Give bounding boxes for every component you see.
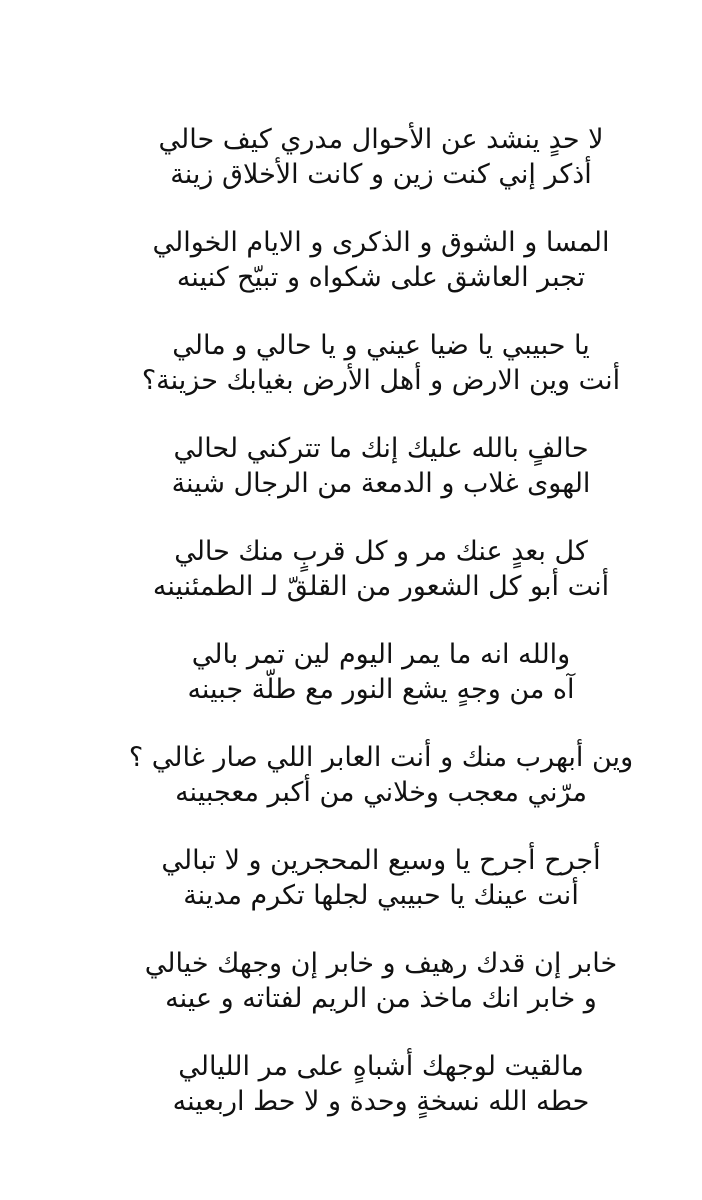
poem-stanza-7 (0, 740, 702, 810)
poem-line: مالقيت لوجهك أشباهٍ على مر الليالي (178, 1051, 584, 1082)
poem-stanza-6 (0, 637, 702, 707)
poem-line: أنت وين الارض و أهل الأرض بغيابك حزينة؟ (141, 365, 621, 396)
poem-line: حالفٍ بالله عليك إنك ما تتركني لحالي (173, 433, 589, 464)
poem-line: خابر إن قدك رهيف و خابر إن وجهك خيالي (144, 948, 618, 979)
poem-stanza-1 (0, 122, 702, 192)
poem-stanza-9 (0, 946, 702, 1016)
poem-line: يا حبيبي يا ضيا عيني و يا حالي و مالي (172, 330, 590, 361)
poem-line: مرّني معجب وخلاني من أكبر معجبينه (175, 777, 587, 808)
poem-line: حطه الله نسخةٍ وحدة و لا حط اربعينه (172, 1086, 590, 1117)
poem-line: أجرح أجرح يا وسيع المحجرين و لا تبالي (161, 845, 601, 876)
poem-line: أنت عينك يا حبيبي لجلها تكرم مدينة (183, 880, 579, 911)
poem-line: المسا و الشوق و الذكرى و الايام الخوالي (152, 227, 610, 258)
poem-line: آه من وجهٍ يشع النور مع طلّة جبينه (187, 674, 575, 705)
poem-stanza-10 (0, 1049, 702, 1119)
poem-stanza-2 (0, 225, 702, 295)
poem-stanza-4 (0, 431, 702, 501)
poem-line: كل بعدٍ عنك مر و كل قربٍ منك حالي (174, 536, 588, 567)
poem-stanza-5 (0, 534, 702, 604)
poem-line: لا حدٍ ينشد عن الأحوال مدري كيف حالي (158, 124, 604, 155)
poem-line: والله انه ما يمر اليوم لين تمر بالي (191, 639, 571, 670)
poem-line: و خابر انك ماخذ من الريم لفتاته و عينه (165, 983, 597, 1014)
poem-line: تجبر العاشق على شكواه و تبيّح كنينه (176, 262, 586, 293)
poem-line: وين أبهرب منك و أنت العابر اللي صار غالي ؟ (128, 742, 634, 773)
poem-stanza-8 (0, 843, 702, 913)
poem-line: أذكر إني كنت زين و كانت الأخلاق زينة (170, 159, 592, 190)
poem-stanza-3 (0, 328, 702, 398)
poem-line: أنت أبو كل الشعور من القلقّ لـ الطمئنينه (152, 571, 610, 602)
poem-line: الهوى غلاب و الدمعة من الرجال شينة (171, 468, 591, 499)
